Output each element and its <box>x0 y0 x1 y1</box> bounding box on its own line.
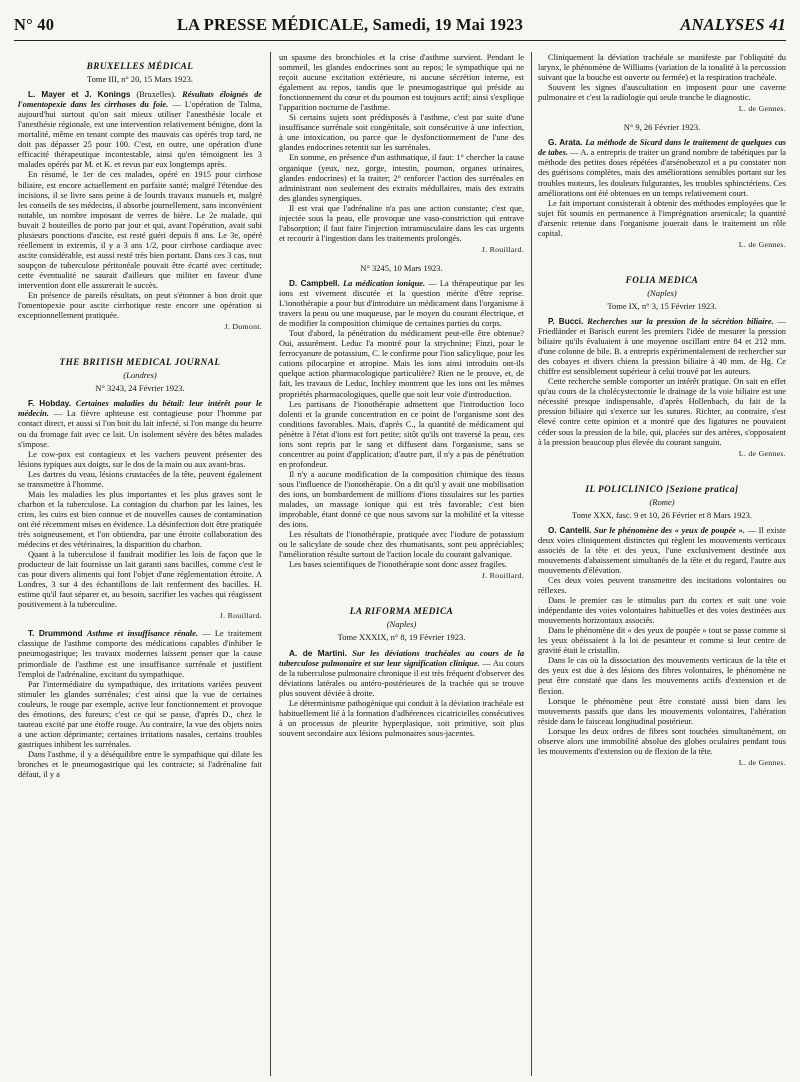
journal-issue: N° 3243, 24 Février 1923. <box>95 383 185 394</box>
article-title: La méthode de Sicard dans le traitement de quelques cas de tabes. <box>538 138 786 158</box>
journal-issue: Tome III, n° 20, 15 Mars 1923. <box>87 74 193 85</box>
article-paragraph: Par l'intermédiaire du sympathique, des irritations variées peuvent stimuler les glandes surrénales; c'est ainsi que la vue de certaines couleurs, le rouge par exemple, active leur fonctionnement et provoque des émotions, des fureurs; c'est ce qui se passe, d'après D., chez le taureau excité par une étoffe rouge. Au contraire, la vue des objets noirs a une action déprimante; certaines irritations nasales, certains troubles gastriques inhibent les surrénales. <box>18 679 262 749</box>
article-paragraph: Il est vrai que l'adrénaline n'a pas une action constante; c'est que, injectée sous la peau, elle provoque une vaso-constriction qui entrave l'absorption; il faut faire l'injection intramusculaire dans les cas urgents et recourir à l'ingestion dans les traitements prolongés. <box>279 203 524 243</box>
publication-title: LA PRESSE MÉDICALE, Samedi, 19 Mai 1923 <box>176 15 524 34</box>
article-paragraph: — La fièvre aphteuse est contagieuse pour l'homme par contact direct, et aussi si l'on boit du lait infecté, si l'on mange du beurre ou du fromage fait avec ce lait. Un isolement sévère des bêtes malades s'impose. <box>18 409 262 449</box>
article-paragraph: Il n'y a aucune modification de la composition chimique des tissus sous l'influence de l'ionothérapie. On a dit qu'il y avait une mobilisation des ions, un bombardement de millions d'ions tissulaires sur les parties malades, un massage ionique qui est très favorable; c'est bien improbable, étant donné ce que nous savons sur la mobilité et la vitesse des ions. <box>279 469 524 530</box>
article-authors: T. Drummond <box>28 629 83 639</box>
article <box>18 399 262 621</box>
article-paragraph: — Il existe deux voies cliniquement distinctes qui règlent les mouvements verticaux associés de la tête et des yeux, l'une exclusivement destinée aux mouvements d'abaissement simultanés de la tête et du regard, l'autre aux mouvements d'élévation. <box>538 525 786 575</box>
article-authors: G. Arata. <box>548 138 583 148</box>
article-continuation <box>279 53 524 255</box>
article-paragraph: — Friedländer et Barisch eurent les premiers l'idée de mesurer la pression biliaire qu'ils évaluaient à une moyenne oscillant entre 84 et 212 mm. d'une colonne de bile. B. a entrepris expérimentalement de rechercher sur des cobayes et divers chiens la pression biliaire à 40 mm. de Hg. Ce chiffre est sensiblement supérieur à celui trouvé par les auteurs. <box>538 316 786 377</box>
article-signature: L. de Gennes. <box>738 757 786 767</box>
article <box>538 317 786 459</box>
section-label: ANALYSES 41 <box>680 15 786 34</box>
article-paragraph: En résumé, le 1er de ces malades, opéré en 1915 pour cirrhose biliaire, est encore actuellement en parfaite santé; malgré l'étendue des incisions, il se livre sans peine à de lourds travaux manuels et, malgré les conseils de ses médecins, il absorbe journellement, sans inconvénient notable, un nombre imposant de verres de bière. Le 2e malade, qui buvait 2 bouteilles de porto par jour et qui, avant l'opération, avait subi plusieurs ponctions d'ascite, est resté guéri depuis 8 ans. Le 3e, opéré réellement in extremis, il y a 3 ans 1/2, pour cirrhose cardiaque avec ascite considérable, est aussi resté très bien portant. Dans ces 3 cas, tout soupçon de tuberculose péritonéale pouvait être écarté avec certitude; cette éventualité ne saurait d'ailleurs que militer en faveur d'une intervention dont elle assurerait le succès. <box>18 170 262 290</box>
journal-issue: Tome XXX, fasc. 9 et 10, 26 Février et 8 Mars 1923. <box>572 509 752 520</box>
article-paragraph: Lorsque les deux ordres de fibres sont touchées simultanément, on observe alors une immobilité absolue des globes oculaires pendant tous les mouvements d'extension ou de flexion de la tête. <box>538 726 786 756</box>
article-paragraph: Si certains sujets sont prédisposés à l'asthme, c'est par suite d'une insuffisance surrénale soit congénitale, soit consécutive à une infection, à une intoxication, ou parce que le dysfonctionnement de l'une des glandes endocrines retentit sur les surrénales. <box>279 113 524 153</box>
article <box>538 138 786 250</box>
article-authors: O. Cantelli. <box>548 525 592 535</box>
article-paragraph: — L'opération de Talma, aujourd'hui surtout qu'on sait mieux utiliser l'anesthésie locale et l'anesthésie régionale, est une intervention relativement bénigne, dont la mortalité, même en tenant compte des mauvais cas opérés trop tard, ne doit pas dépasser 25 pour 100. C'est, en outre, une opération d'une efficacité thérapeutique incontestable, ainsi qu'en témoignent les 3 malades opérés par M. et K. et revus par eux longtemps après. <box>18 100 262 170</box>
article-paragraph: — A. a entrepris de traiter un grand nombre de tabétiques par la méthode des petites doses répétées d'arsénobenzol et a pu constater non des guérisons complètes, mais des améliorations sensibles portant sur les troubles moteurs, les douleurs fulgurantes, les troubles sphinctériens. Ces améliorations ont été obtenues en un temps relativement court. <box>538 148 786 198</box>
journal-place: (Naples) <box>386 619 417 630</box>
journal-issue: N° 9, 26 Février 1923. <box>623 122 701 133</box>
article-paragraph: Lorsque le phénomène peut être constaté aussi bien dans les mouvements passifs que dans les mouvements volontaires, l'altération réside dans le faisceau longitudinal postérieur. <box>538 696 786 726</box>
article-signature: J. Rouillard. <box>219 611 262 621</box>
journal-heading: LA RIFORMA MEDICA <box>349 606 454 617</box>
article-paragraph: Quant à la tuberculose il faudrait modifier les lois de façon que le producteur de lait fournisse un lait garanti sans bacilles, comme c'est le cas pour divers aliments qui font l'objet d'une réglementation étroite. A Londres, 3 sur 4 des échantillons de lait renferment des bacilles. H. estime qu'il faut séparer et, au besoin, sacrifier les vaches qui réagissent positivement à la tuberculine. <box>18 550 262 610</box>
article-paragraph: Dans le premier cas le stimulus part du cortex et suit une voie indépendante des voies volontaires habituelles et des voies destinées aux mouvements horizontaux associés. <box>538 596 786 626</box>
article <box>279 279 524 581</box>
article-paragraph: Les dartres du veau, lésions crustacées de la tête, peuvent également se transmettre à l'homme. <box>18 469 262 489</box>
page-number: N° 40 <box>14 15 55 34</box>
article-paragraph: Cette recherche semble comporter un intérêt pratique. On sait en effet qu'au cours de la cholécystectomie le drainage de la voie biliaire est une nécessité presque indispensable, d'après Hollenbach, du fait de la pression biliaire qui s'exerce sur les sutures. Richter, au contraire, s'est élevé contre cette opinion et a montré que des ligatures ne pouvaient céder sous la pression de la bile, qui, placées sur des artères, s'opposaient à la pression beaucoup plus élevée du courant sanguin. <box>538 377 786 447</box>
column-divider <box>270 52 271 1076</box>
article-place: (Bruxelles). <box>130 90 183 100</box>
article-signature: J. Rouillard. <box>481 244 524 254</box>
article-paragraph: Mais les maladies les plus importantes et les plus graves sont le charbon et la tuberculose. La contagion du charbon par les laines, les crins, les cuirs est bien connue et de nouvelles causes de contamination ont été récemment mises en évidence. La désinfection doit être pratiquée très soigneusement, et l'on obtiendra, par une étroite collaboration des médecins et des vétérinaires, la disparition du charbon. <box>18 489 262 550</box>
article-signature: L. de Gennes. <box>738 239 786 249</box>
article-signature: L. de Gennes. <box>738 104 786 114</box>
journal-issue: Tome XXXIX, n° 8, 19 Février 1923. <box>337 632 466 643</box>
article-paragraph: Souvent les signes d'auscultation en imposent pour une caverne pulmonaire et c'est la radiologie qui seule tranche le diagnostic. <box>538 83 786 103</box>
article-paragraph: Le cow-pox est contagieux et les vachers peuvent présenter des lésions typiques aux doigts, sur le dos de la main ou aux avant-bras. <box>18 449 262 469</box>
article-paragraph: Dans le cas où la dissociation des mouvements verticaux de la tête et des yeux est due à des lésions des fibres volontaires, le phénomène ne peut être constaté que dans les mouvements actifs d'extension et de flexion. <box>538 656 786 696</box>
article-paragraph: Le déterminisme pathogénique qui conduit à la déviation trachéale est habituellement lié à la formation d'adhérences cicatricielles consécutives à un processus de pleurite hyperplasique, soit primitive, soit plus souvent secondaire aux lésions pulmonaires sous-jacentes. <box>279 698 524 738</box>
article-authors: A. de Martini. <box>289 648 347 658</box>
column-divider <box>531 52 532 1076</box>
column-1 <box>18 52 262 1076</box>
article-signature: L. de Gennes. <box>738 448 786 458</box>
header-rule <box>14 40 786 41</box>
article-authors: P. Bucci. <box>548 316 584 326</box>
journal-issue: Tome IX, n° 3, 15 Février 1923. <box>607 300 717 311</box>
article-paragraph: — Au cours de la tuberculose pulmonaire chronique il est très fréquent d'observer des déviations latérales ou antéro-postérieures de la trachée qui se trouve plus souvent déviée à droite. <box>279 658 524 698</box>
article-title: Recherches sur la pression de la sécrétion biliaire. <box>587 316 774 326</box>
article-title: Sur les déviations trachéales au cours de la tuberculose pulmonaire et sur leur signification clinique. <box>279 648 524 668</box>
journal-heading: THE BRITISH MEDICAL JOURNAL <box>59 357 221 368</box>
article-title: Sur le phénomène des « yeux de poupée ». <box>594 525 745 535</box>
article <box>18 90 262 332</box>
journal-place: (Londres) <box>123 370 157 381</box>
article-paragraph: un spasme des bronchioles et la crise d'asthme survient. Pendant le sommeil, les glandes endocrines sont au repos; le sympathique qui ne reçoit aucune excitation extérieure, ni aucune sécrétion interne, est également au repos, tandis que le pneumogastrique qui préside au fonctionnement du cœur et du poumon est toujours actif; ainsi s'explique l'apparition nocturne de l'asthme. <box>279 53 524 113</box>
article-title: Asthme et insuffisance rénale. <box>86 629 198 639</box>
article-title: Résultats éloignés de l'omentopexie dans les cirrhoses du foie. <box>18 90 262 110</box>
article <box>538 526 786 768</box>
article-paragraph: Les résultats de l'ionothérapie, pratiquée avec l'iodure de potassium ou le salicylate de soude chez des rhumatisants, sont peu appréciables; l'amélioration résulte surtout de l'action locale du courant galvanique. <box>279 530 524 560</box>
journal-issue: N° 3245, 10 Mars 1923. <box>360 262 443 273</box>
article-signature: J. Dumont. <box>224 322 262 332</box>
journal-heading: FOLIA MEDICA <box>625 274 699 285</box>
article <box>18 629 262 780</box>
article-paragraph: Tout d'abord, la pénétration du médicament peut-elle être obtenue? Oui, assurément. Leduc l'a montré pour la strychnine; Finzi, pour le ferrocyanure de potassium, C. le confirme pour l'ion salicylique, pour les cations pilocarpine et atropine. Mais les ions ainsi introduits ont-ils quelque action pharmacologique particulière? Rien ne le prouve, et, de fait, les travaux de Leduc, Inchley montrent que les ions ont les mêmes propriétés pharmacologiques, quelle que soit leur voie d'introduction. <box>279 329 524 399</box>
article-paragraph: En présence de pareils résultats, on peut s'étonner à bon droit que l'omentopexie pour ascite cirrhotique reste encore une opération si exceptionnellement pratiquée. <box>18 291 262 321</box>
article <box>279 649 524 739</box>
article-paragraph: Les bases scientifiques de l'ionothérapie sont donc assez fragiles. <box>289 560 508 570</box>
article-authors: L. Mayer et J. Konings <box>28 90 131 100</box>
article-paragraph: — Le traitement classique de l'asthme comporte des médications capables d'inhiber le pneumogastrique; les travaux modernes laissent penser que la cause primordiale de l'asthme est une insuffisance surrénale et justifient l'emploi de l'adrénaline, excitant du sympathique. <box>18 629 262 679</box>
column-3 <box>538 52 786 1076</box>
article-paragraph: Le fait important consisterait à obtenir des méthodes employées que le sujet fût soumis en permanence à l'imprégnation arsenicale; la quantité d'arsenic retenue dans l'organisme jouerait dans le traitement un rôle capital. <box>538 198 786 238</box>
article-authors: F. Hobday. <box>28 399 71 409</box>
article-paragraph: Dans l'asthme, il y a déséquilibre entre le sympathique qui dilate les bronches et le pneumogastrique qui les contracte; si l'adrénaline fait défaut, il y a <box>18 749 262 780</box>
article-paragraph: Dans le phénomène dit « des yeux de poupée » tout se passe comme si les yeux obéissaient à la loi de pesanteur et comme si leur centre de gravité était le cristallin. <box>538 626 786 656</box>
page-header <box>14 12 786 38</box>
journal-place: (Rome) <box>649 496 675 507</box>
article-paragraph: Ces deux voies peuvent transmettre des incitations volontaires ou réflexes. <box>538 576 786 596</box>
article-signature: J. Rouillard. <box>481 571 524 581</box>
article-authors: D. Campbell. <box>289 278 340 288</box>
article-paragraph: — La thérapeutique par les ions est vivement discutée et la question mérite d'être reprise. L'ionothérapie a pour but d'introduire un médicament dans l'organisme à travers la peau ou une muqueuse, par le moyen du courant électrique, et de modifier la composition chimique de certaines parties du corps. <box>279 278 524 329</box>
journal-heading: IL POLICLINICO [Sezione pratica] <box>585 483 739 494</box>
journal-place: (Naples) <box>647 287 677 298</box>
article-paragraph: En somme, en présence d'un asthmatique, il faut: 1° chercher la cause organique (yeux, nez, gorge, intestin, poumon, organes urinaires, glandes endocrines) et la traiter; 2° renforcer l'action des surrénales en administrant non seulement des extraits médullaires, mais des extraits des glandes synergiques. <box>279 153 524 203</box>
journal-heading: BRUXELLES MÉDICAL <box>86 61 194 71</box>
column-2 <box>279 52 524 1076</box>
article-paragraph: Cliniquement la déviation trachéale se manifeste par l'obliquité du larynx, le phénomène de Williams (variation de la tonalité à la percussion suivant que la bouche est ouverte ou fermée) et la respiration trachéale. <box>538 53 786 83</box>
article-title: La médication ionique. <box>342 278 426 288</box>
article-paragraph: Les partisans de l'ionothérapie admettent que l'introduction loco dolenti et la grande concentration en ce point de l'organisme sont des conditions favorables. Mais, d'après C., la quantité de médicament qui pénètre à l'état d'ions est fort petite; sitôt qu'ils ont traversé la peau, ces ions sont repris par le sang et diffusent dans l'organisme, sans se concentrer au point d'application; d'autre part, il n'y a pas de pénétration en profondeur. <box>279 399 524 469</box>
article-title: Certaines maladies du bétail: leur intérêt pour le médecin. <box>18 399 262 419</box>
article-continuation <box>538 53 786 114</box>
